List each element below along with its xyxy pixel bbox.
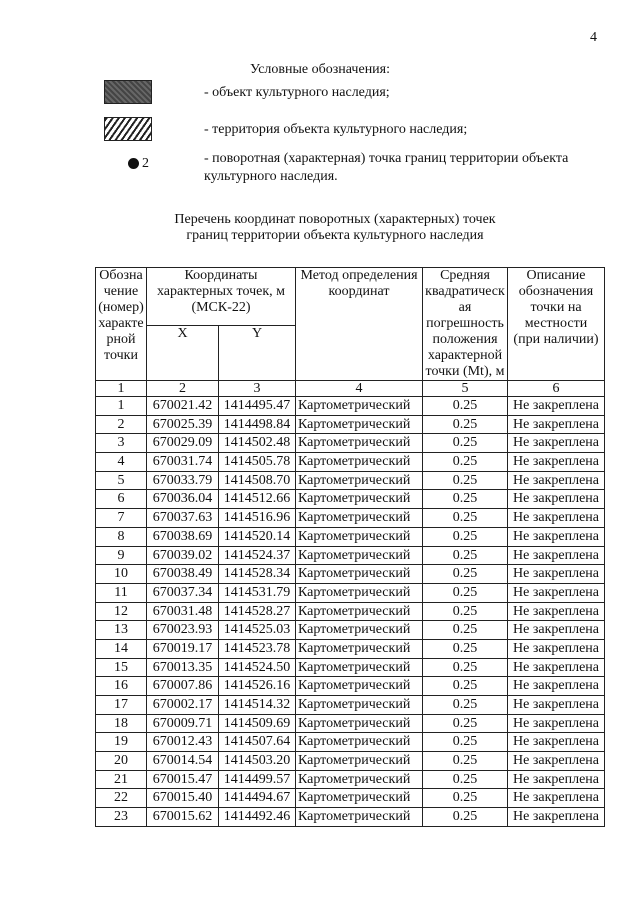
legend-point-marker — [128, 156, 149, 172]
table-row — [96, 415, 605, 434]
error-cell: 0.25 — [423, 639, 508, 658]
point-number-cell: 8 — [96, 527, 147, 546]
y-coordinate-cell: 1414503.20 — [219, 752, 296, 771]
error-cell: 0.25 — [423, 546, 508, 565]
x-coordinate-cell: 670015.40 — [147, 789, 219, 808]
error-cell: 0.25 — [423, 677, 508, 696]
y-coordinate-cell: 1414523.78 — [219, 639, 296, 658]
error-cell: 0.25 — [423, 752, 508, 771]
y-coordinate-cell: 1414520.14 — [219, 527, 296, 546]
error-cell: 0.25 — [423, 583, 508, 602]
y-coordinate-cell: 1414524.37 — [219, 546, 296, 565]
x-coordinate-cell: 670037.34 — [147, 583, 219, 602]
description-cell: Не закреплена — [508, 789, 605, 808]
error-cell: 0.25 — [423, 733, 508, 752]
y-coordinate-cell: 1414516.96 — [219, 509, 296, 528]
point-number-cell: 4 — [96, 453, 147, 472]
x-coordinate-cell: 670007.86 — [147, 677, 219, 696]
method-cell: Картометрический — [296, 490, 423, 509]
description-cell: Не закреплена — [508, 527, 605, 546]
header-coordinates: Координаты характерных точек, м (МСК-22) — [147, 268, 296, 326]
x-coordinate-cell: 670014.54 — [147, 752, 219, 771]
table-row — [96, 453, 605, 472]
x-coordinate-cell: 670021.42 — [147, 397, 219, 416]
method-cell: Картометрический — [296, 770, 423, 789]
method-cell: Картометрический — [296, 546, 423, 565]
column-number-cell: 6 — [508, 381, 605, 397]
point-number-cell: 2 — [96, 415, 147, 434]
table-row — [96, 490, 605, 509]
x-coordinate-cell: 670038.69 — [147, 527, 219, 546]
column-number-row — [96, 381, 605, 397]
point-number-cell: 10 — [96, 565, 147, 584]
black-dot-icon — [128, 158, 139, 169]
description-cell: Не закреплена — [508, 546, 605, 565]
error-cell: 0.25 — [423, 415, 508, 434]
error-cell: 0.25 — [423, 808, 508, 827]
description-cell: Не закреплена — [508, 770, 605, 789]
point-number-cell: 21 — [96, 770, 147, 789]
legend-item-heritage-territory: - территория объекта культурного наследия; — [204, 122, 468, 137]
description-cell: Не закреплена — [508, 397, 605, 416]
table-row — [96, 509, 605, 528]
header-y: Y — [219, 326, 296, 381]
method-cell: Картометрический — [296, 434, 423, 453]
method-cell: Картометрический — [296, 565, 423, 584]
y-coordinate-cell: 1414507.64 — [219, 733, 296, 752]
description-cell: Не закреплена — [508, 602, 605, 621]
method-cell: Картометрический — [296, 415, 423, 434]
error-cell: 0.25 — [423, 453, 508, 472]
error-cell: 0.25 — [423, 789, 508, 808]
table-row — [96, 733, 605, 752]
x-coordinate-cell: 670031.74 — [147, 453, 219, 472]
y-coordinate-cell: 1414492.46 — [219, 808, 296, 827]
y-coordinate-cell: 1414526.16 — [219, 677, 296, 696]
error-cell: 0.25 — [423, 770, 508, 789]
description-cell: Не закреплена — [508, 490, 605, 509]
error-cell: 0.25 — [423, 602, 508, 621]
table-row — [96, 583, 605, 602]
y-coordinate-cell: 1414528.27 — [219, 602, 296, 621]
table-row — [96, 789, 605, 808]
method-cell: Картометрический — [296, 696, 423, 715]
y-coordinate-cell: 1414495.47 — [219, 397, 296, 416]
x-coordinate-cell: 670031.48 — [147, 602, 219, 621]
table-row — [96, 621, 605, 640]
point-number-cell: 19 — [96, 733, 147, 752]
description-cell: Не закреплена — [508, 677, 605, 696]
point-number-cell: 3 — [96, 434, 147, 453]
header-x: X — [147, 326, 219, 381]
description-cell: Не закреплена — [508, 696, 605, 715]
x-coordinate-cell: 670025.39 — [147, 415, 219, 434]
column-number-cell: 3 — [219, 381, 296, 397]
description-cell: Не закреплена — [508, 752, 605, 771]
column-number-cell: 1 — [96, 381, 147, 397]
header-error: Средняя квадратическ ая погрешность положения характерной точки (Mt), м — [423, 268, 508, 381]
y-coordinate-cell: 1414498.84 — [219, 415, 296, 434]
table-row — [96, 639, 605, 658]
y-coordinate-cell: 1414505.78 — [219, 453, 296, 472]
method-cell: Картометрический — [296, 752, 423, 771]
legend-item-heritage-object: - объект культурного наследия; — [204, 85, 390, 100]
description-cell: Не закреплена — [508, 639, 605, 658]
y-coordinate-cell: 1414528.34 — [219, 565, 296, 584]
x-coordinate-cell: 670013.35 — [147, 658, 219, 677]
y-coordinate-cell: 1414524.50 — [219, 658, 296, 677]
table-row — [96, 546, 605, 565]
method-cell: Картометрический — [296, 808, 423, 827]
header-point-designation: Обозна чение (номер) характе рной точки — [96, 268, 147, 381]
method-cell: Картометрический — [296, 527, 423, 546]
table-row — [96, 770, 605, 789]
point-number-cell: 18 — [96, 714, 147, 733]
method-cell: Картометрический — [296, 509, 423, 528]
description-cell: Не закреплена — [508, 434, 605, 453]
table-row — [96, 677, 605, 696]
x-coordinate-cell: 670038.49 — [147, 565, 219, 584]
y-coordinate-cell: 1414508.70 — [219, 471, 296, 490]
point-marker-label: 2 — [142, 156, 149, 171]
description-cell: Не закреплена — [508, 583, 605, 602]
x-coordinate-cell: 670039.02 — [147, 546, 219, 565]
error-cell: 0.25 — [423, 658, 508, 677]
x-coordinate-cell: 670009.71 — [147, 714, 219, 733]
method-cell: Картометрический — [296, 471, 423, 490]
table-row — [96, 808, 605, 827]
method-cell: Картометрический — [296, 677, 423, 696]
error-cell: 0.25 — [423, 714, 508, 733]
point-number-cell: 20 — [96, 752, 147, 771]
point-number-cell: 17 — [96, 696, 147, 715]
method-cell: Картометрический — [296, 602, 423, 621]
x-coordinate-cell: 670015.47 — [147, 770, 219, 789]
y-coordinate-cell: 1414525.03 — [219, 621, 296, 640]
point-number-cell: 23 — [96, 808, 147, 827]
method-cell: Картометрический — [296, 621, 423, 640]
x-coordinate-cell: 670029.09 — [147, 434, 219, 453]
x-coordinate-cell: 670002.17 — [147, 696, 219, 715]
header-method: Метод определения координат — [296, 268, 423, 381]
table-row — [96, 752, 605, 771]
point-number-cell: 7 — [96, 509, 147, 528]
method-cell: Картометрический — [296, 658, 423, 677]
list-title-line-1: Перечень координат поворотных (характерных) точек — [174, 212, 496, 227]
method-cell: Картометрический — [296, 789, 423, 808]
page-number: 4 — [590, 30, 597, 45]
description-cell: Не закреплена — [508, 621, 605, 640]
x-coordinate-cell: 670037.63 — [147, 509, 219, 528]
table-row — [96, 471, 605, 490]
x-coordinate-cell: 670015.62 — [147, 808, 219, 827]
error-cell: 0.25 — [423, 621, 508, 640]
method-cell: Картометрический — [296, 733, 423, 752]
description-cell: Не закреплена — [508, 565, 605, 584]
legend-item-turning-point: - поворотная (характерная) точка границ территории объекта культурного наследия. — [204, 151, 569, 184]
list-title-line-2: границ территории объекта культурного наследия — [186, 228, 484, 243]
description-cell: Не закреплена — [508, 453, 605, 472]
x-coordinate-cell: 670012.43 — [147, 733, 219, 752]
list-title — [0, 212, 640, 244]
y-coordinate-cell: 1414494.67 — [219, 789, 296, 808]
error-cell: 0.25 — [423, 490, 508, 509]
column-number-cell: 2 — [147, 381, 219, 397]
description-cell: Не закреплена — [508, 808, 605, 827]
dark-hatched-rectangle-icon — [104, 80, 152, 104]
description-cell: Не закреплена — [508, 714, 605, 733]
column-number-cell: 5 — [423, 381, 508, 397]
table-body — [96, 397, 605, 827]
point-number-cell: 11 — [96, 583, 147, 602]
error-cell: 0.25 — [423, 509, 508, 528]
error-cell: 0.25 — [423, 434, 508, 453]
coordinates-table — [95, 267, 605, 827]
point-number-cell: 14 — [96, 639, 147, 658]
y-coordinate-cell: 1414514.32 — [219, 696, 296, 715]
point-number-cell: 9 — [96, 546, 147, 565]
table-row — [96, 658, 605, 677]
description-cell: Не закреплена — [508, 471, 605, 490]
point-number-cell: 16 — [96, 677, 147, 696]
description-cell: Не закреплена — [508, 733, 605, 752]
error-cell: 0.25 — [423, 565, 508, 584]
description-cell: Не закреплена — [508, 415, 605, 434]
table-row — [96, 714, 605, 733]
description-cell: Не закреплена — [508, 509, 605, 528]
table-row — [96, 397, 605, 416]
y-coordinate-cell: 1414531.79 — [219, 583, 296, 602]
error-cell: 0.25 — [423, 397, 508, 416]
error-cell: 0.25 — [423, 471, 508, 490]
error-cell: 0.25 — [423, 696, 508, 715]
point-number-cell: 12 — [96, 602, 147, 621]
table-row — [96, 602, 605, 621]
method-cell: Картометрический — [296, 583, 423, 602]
point-number-cell: 15 — [96, 658, 147, 677]
y-coordinate-cell: 1414509.69 — [219, 714, 296, 733]
x-coordinate-cell: 670036.04 — [147, 490, 219, 509]
table-row — [96, 527, 605, 546]
method-cell: Картометрический — [296, 639, 423, 658]
diagonal-hatch-rectangle-icon — [104, 117, 152, 141]
error-cell: 0.25 — [423, 527, 508, 546]
description-cell: Не закреплена — [508, 658, 605, 677]
point-number-cell: 1 — [96, 397, 147, 416]
method-cell: Картометрический — [296, 714, 423, 733]
table-row — [96, 696, 605, 715]
point-number-cell: 6 — [96, 490, 147, 509]
y-coordinate-cell: 1414512.66 — [219, 490, 296, 509]
y-coordinate-cell: 1414502.48 — [219, 434, 296, 453]
y-coordinate-cell: 1414499.57 — [219, 770, 296, 789]
legend-title: Условные обозначения: — [249, 62, 391, 77]
x-coordinate-cell: 670033.79 — [147, 471, 219, 490]
x-coordinate-cell: 670023.93 — [147, 621, 219, 640]
x-coordinate-cell: 670019.17 — [147, 639, 219, 658]
point-number-cell: 5 — [96, 471, 147, 490]
point-number-cell: 13 — [96, 621, 147, 640]
header-description: Описание обозначения точки на местности (при наличии) — [508, 268, 605, 381]
method-cell: Картометрический — [296, 397, 423, 416]
table-row — [96, 434, 605, 453]
column-number-cell: 4 — [296, 381, 423, 397]
method-cell: Картометрический — [296, 453, 423, 472]
table-row — [96, 565, 605, 584]
point-number-cell: 22 — [96, 789, 147, 808]
